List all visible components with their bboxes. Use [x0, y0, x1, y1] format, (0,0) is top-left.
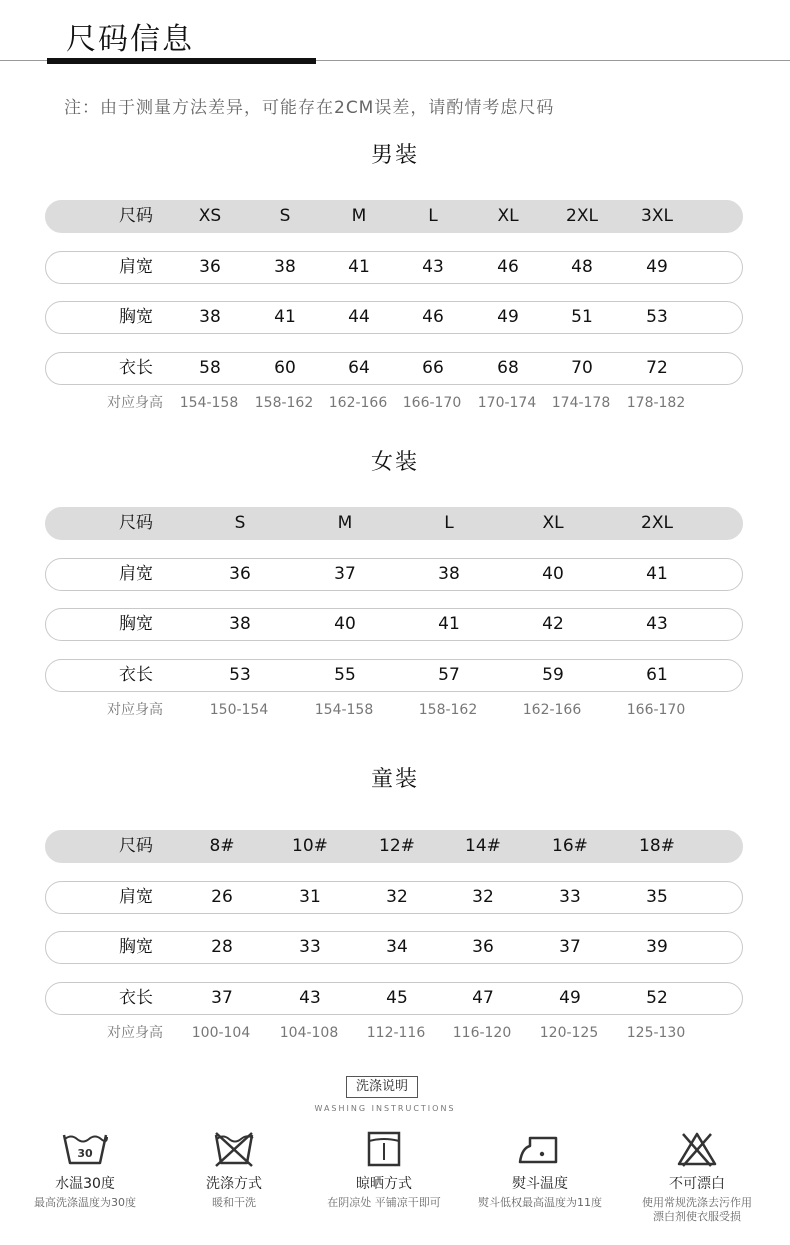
washing-title: 洗涤说明 — [346, 1076, 418, 1098]
measure-value: 45 — [386, 988, 408, 1008]
size-row-chest — [45, 931, 743, 964]
measurement-note: 注：由于测量方法差异，可能存在2CM误差，请酌情考虑尺码 — [64, 98, 555, 118]
measure-value: 58 — [199, 358, 221, 378]
header-accent-bar — [47, 58, 316, 64]
measure-value: 37 — [211, 988, 233, 1008]
size-label: 16# — [552, 836, 588, 856]
measure-value: 60 — [274, 358, 296, 378]
row-label: 胸宽 — [119, 937, 153, 957]
measure-value: 41 — [348, 257, 370, 277]
care-desc: 使用常规洗涤去污作用 — [642, 1196, 752, 1209]
row-label: 尺码 — [119, 836, 153, 856]
row-label: 对应身高 — [107, 395, 163, 411]
measure-value: 41 — [274, 307, 296, 327]
no-wash-icon — [212, 1130, 256, 1168]
measure-value: 49 — [497, 307, 519, 327]
measure-value: 36 — [472, 937, 494, 957]
size-row-length — [45, 659, 743, 692]
size-row-shoulder — [45, 251, 743, 284]
care-title: 水温30度 — [55, 1176, 115, 1192]
measure-value: 37 — [559, 937, 581, 957]
row-label: 肩宽 — [119, 257, 153, 277]
size-label: S — [279, 206, 291, 226]
size-label: XS — [198, 206, 222, 226]
care-title: 洗涤方式 — [206, 1176, 262, 1192]
measure-value: 32 — [472, 887, 494, 907]
measure-value: 26 — [211, 887, 233, 907]
height-value: 170-174 — [477, 395, 537, 411]
dry-icon — [365, 1130, 403, 1168]
iron-icon — [516, 1130, 564, 1168]
measure-value: 68 — [497, 358, 519, 378]
row-label: 肩宽 — [119, 887, 153, 907]
measure-value: 39 — [646, 937, 668, 957]
size-label: L — [444, 513, 454, 533]
height-value: 158-162 — [418, 702, 478, 718]
care-desc: 最高洗涤温度为30度 — [34, 1196, 136, 1209]
height-value: 154-158 — [314, 702, 374, 718]
measure-value: 37 — [334, 564, 356, 584]
page-title: 尺码信息 — [66, 22, 194, 57]
height-value: 154-158 — [179, 395, 239, 411]
measure-value: 53 — [646, 307, 668, 327]
size-header-row — [45, 830, 743, 863]
height-value: 162-166 — [522, 702, 582, 718]
wash-tub-icon — [61, 1130, 109, 1168]
measure-value: 48 — [571, 257, 593, 277]
row-label: 胸宽 — [119, 307, 153, 327]
measure-value: 52 — [646, 988, 668, 1008]
measure-value: 35 — [646, 887, 668, 907]
size-header-row — [45, 507, 743, 540]
measure-value: 36 — [199, 257, 221, 277]
care-item-ironing — [465, 1130, 615, 1210]
measure-value: 33 — [299, 937, 321, 957]
size-label: 3XL — [641, 206, 673, 226]
measure-value: 43 — [299, 988, 321, 1008]
measure-value: 55 — [334, 665, 356, 685]
height-value: 166-170 — [626, 702, 686, 718]
care-item-no-bleach — [622, 1130, 772, 1224]
care-title: 晾晒方式 — [356, 1176, 412, 1192]
size-label: M — [337, 513, 353, 533]
measure-value: 31 — [299, 887, 321, 907]
height-value: 116-120 — [452, 1025, 512, 1041]
size-label: 10# — [292, 836, 328, 856]
measure-value: 72 — [646, 358, 668, 378]
size-row-chest — [45, 301, 743, 334]
measure-value: 43 — [646, 614, 668, 634]
care-title: 不可漂白 — [669, 1176, 725, 1192]
row-label: 衣长 — [119, 665, 153, 685]
measure-value: 41 — [646, 564, 668, 584]
size-label: 14# — [465, 836, 501, 856]
care-desc: 暖和干洗 — [212, 1196, 256, 1209]
size-label: XL — [497, 206, 519, 226]
height-value: 120-125 — [539, 1025, 599, 1041]
measure-value: 59 — [542, 665, 564, 685]
care-item-wash-method — [159, 1130, 309, 1210]
measure-value: 66 — [422, 358, 444, 378]
measure-value: 64 — [348, 358, 370, 378]
measure-value: 43 — [422, 257, 444, 277]
measure-value: 40 — [334, 614, 356, 634]
wash-temp-label: 30 — [77, 1147, 93, 1160]
row-label: 肩宽 — [119, 564, 153, 584]
measure-value: 61 — [646, 665, 668, 685]
measure-value: 42 — [542, 614, 564, 634]
care-item-drying — [309, 1130, 459, 1210]
height-value: 104-108 — [279, 1025, 339, 1041]
size-label: L — [428, 206, 438, 226]
measure-value: 47 — [472, 988, 494, 1008]
row-label: 衣长 — [119, 358, 153, 378]
measure-value: 41 — [438, 614, 460, 634]
size-row-shoulder — [45, 558, 743, 591]
row-label: 对应身高 — [107, 702, 163, 718]
height-value: 178-182 — [626, 395, 686, 411]
measure-value: 40 — [542, 564, 564, 584]
measure-value: 38 — [274, 257, 296, 277]
no-bleach-icon — [675, 1130, 719, 1168]
height-value: 100-104 — [191, 1025, 251, 1041]
height-value: 162-166 — [328, 395, 388, 411]
care-desc-line2: 漂白剂使衣服受损 — [653, 1210, 741, 1223]
row-label: 尺码 — [119, 513, 153, 533]
size-row-chest — [45, 608, 743, 641]
section-title-women: 女装 — [370, 450, 419, 475]
measure-value: 46 — [422, 307, 444, 327]
size-label: 12# — [379, 836, 415, 856]
row-label: 胸宽 — [119, 614, 153, 634]
measure-value: 36 — [229, 564, 251, 584]
measure-value: 51 — [571, 307, 593, 327]
height-row — [45, 1022, 743, 1044]
measure-value: 49 — [559, 988, 581, 1008]
size-label: 8# — [209, 836, 235, 856]
size-label: XL — [542, 513, 564, 533]
measure-value: 38 — [229, 614, 251, 634]
size-header-row — [45, 200, 743, 233]
row-label: 衣长 — [119, 988, 153, 1008]
care-desc: 在阴凉处 平铺凉干即可 — [327, 1196, 441, 1209]
section-title-kids: 童装 — [370, 767, 419, 792]
row-label: 尺码 — [119, 206, 153, 226]
measure-value: 70 — [571, 358, 593, 378]
height-value: 112-116 — [366, 1025, 426, 1041]
washing-subtitle: WASHING INSTRUCTIONS — [314, 1104, 456, 1113]
measure-value: 38 — [199, 307, 221, 327]
measure-value: 33 — [559, 887, 581, 907]
measure-value: 49 — [646, 257, 668, 277]
height-value: 125-130 — [626, 1025, 686, 1041]
size-label: 2XL — [566, 206, 598, 226]
care-item-water-temp — [10, 1130, 160, 1210]
measure-value: 44 — [348, 307, 370, 327]
height-row — [45, 699, 743, 721]
size-row-length — [45, 352, 743, 385]
care-desc: 熨斗低权最高温度为11度 — [478, 1196, 602, 1209]
height-value: 174-178 — [551, 395, 611, 411]
measure-value: 57 — [438, 665, 460, 685]
measure-value: 28 — [211, 937, 233, 957]
measure-value: 53 — [229, 665, 251, 685]
height-value: 158-162 — [254, 395, 314, 411]
row-label: 对应身高 — [107, 1025, 163, 1041]
section-title-men: 男装 — [370, 143, 419, 168]
height-value: 166-170 — [402, 395, 462, 411]
size-label: 2XL — [641, 513, 673, 533]
measure-value: 32 — [386, 887, 408, 907]
measure-value: 46 — [497, 257, 519, 277]
size-row-shoulder — [45, 881, 743, 914]
care-title: 熨斗温度 — [512, 1176, 568, 1192]
size-label: M — [351, 206, 367, 226]
height-value: 150-154 — [209, 702, 269, 718]
size-label: 18# — [639, 836, 675, 856]
size-row-length — [45, 982, 743, 1015]
size-label: S — [234, 513, 246, 533]
measure-value: 34 — [386, 937, 408, 957]
measure-value: 38 — [438, 564, 460, 584]
height-row — [45, 392, 743, 414]
